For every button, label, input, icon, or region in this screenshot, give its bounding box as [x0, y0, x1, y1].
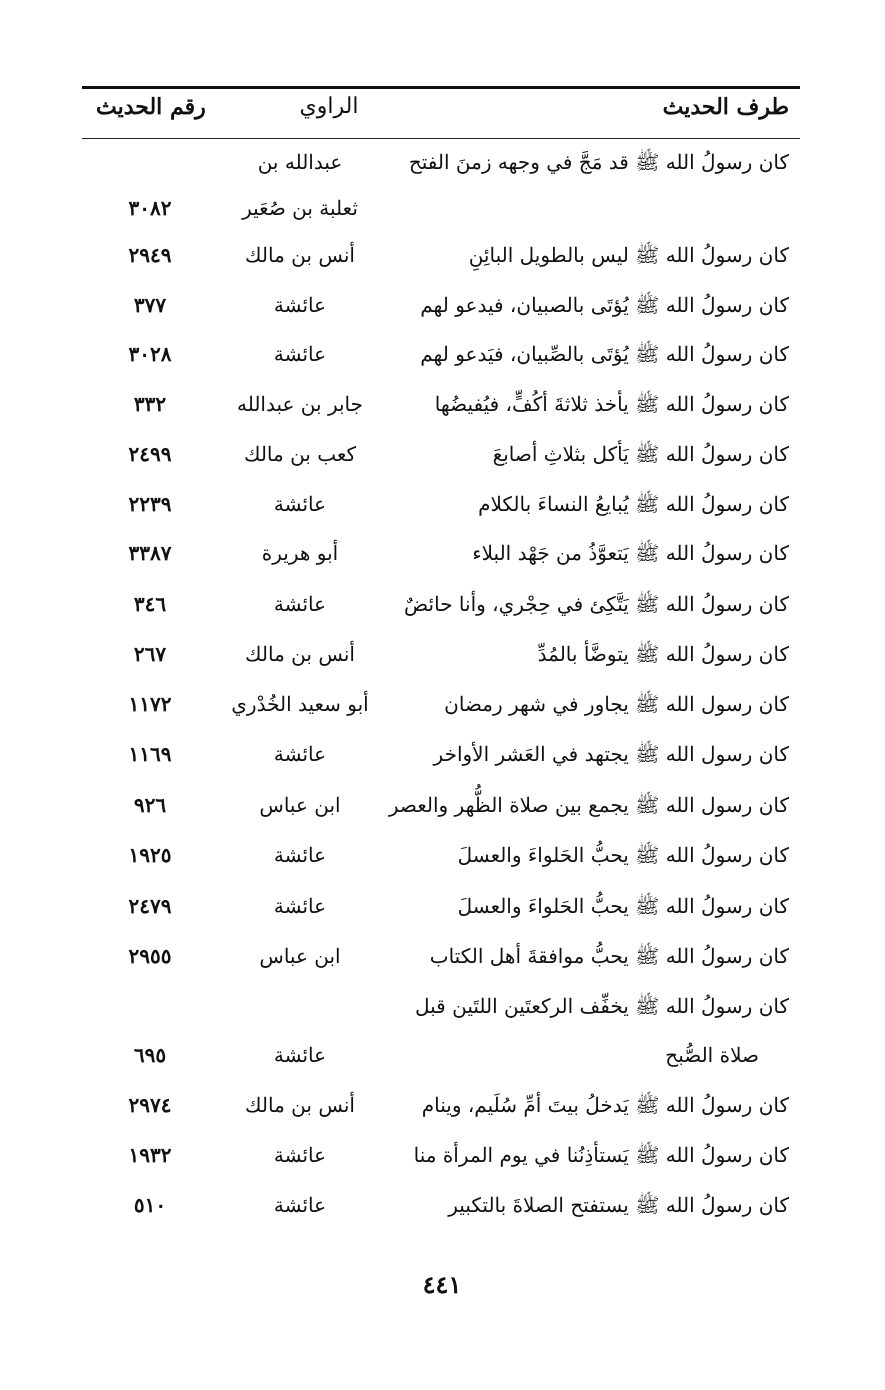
row-hadith-number: ٣٧٧: [133, 293, 167, 317]
row-hadith-number: ٣٠٢٨: [128, 342, 172, 366]
row-hadith-text: كان رسولُ الله ﷺ يُؤتَى بالصِّبيان، فيَدعو لهم: [420, 342, 789, 366]
top-rule: [82, 86, 800, 89]
row-hadith-number: ٥١٠: [133, 1193, 167, 1217]
row-narrator: عائشة: [273, 293, 327, 317]
row-hadith-text: كان رسولُ الله ﷺ يَتعوَّذُ من جَهْد البلاء: [472, 541, 789, 565]
row-narrator: جابر بن عبدالله: [236, 392, 364, 416]
row-narrator: أبو هريرة: [261, 541, 339, 565]
row-narrator: عائشة: [273, 1043, 327, 1067]
row-hadith-number: ٦٩٥: [133, 1043, 167, 1067]
row-hadith-number: ٣٠٨٢: [128, 196, 172, 220]
row-hadith-text: كان رسولُ الله ﷺ يُبايعُ النساءَ بالكلام: [478, 492, 789, 516]
row-hadith-text: كان رسولُ الله ﷺ يُؤتَى بالصبيان، فيدعو لهم: [420, 293, 789, 317]
row-narrator: عائشة: [273, 894, 327, 918]
row-narrator: عبدالله بن: [257, 150, 343, 174]
row-hadith-number: ١٩٣٢: [128, 1143, 172, 1167]
row-hadith-text: كان رسول الله ﷺ يجتهد في العَشر الأواخر: [433, 742, 789, 766]
row-hadith-number: ٢٦٧: [133, 642, 167, 666]
row-hadith-text: كان رسول الله ﷺ يجاور في شهر رمضان: [444, 692, 789, 716]
header-hadith-number: رقم الحديث: [96, 94, 206, 120]
header-hadith-text: طرف الحديث: [662, 94, 789, 120]
row-hadith-text: كان رسولُ الله ﷺ يَتَّكِئ في حِجْري، وأنا حائضٌ: [404, 592, 789, 616]
row-hadith-number: ١١٧٢: [128, 692, 172, 716]
row-narrator: ابن عباس: [259, 944, 341, 968]
row-hadith-text: كان رسولُ الله ﷺ يَدخلُ بيتَ أمِّ سُلَيم، وينام: [421, 1093, 789, 1117]
header-rule: [82, 138, 800, 139]
row-narrator: أنس بن مالك: [245, 243, 355, 267]
row-hadith-text: كان رسولُ الله ﷺ يحبُّ الحَلواءَ والعسلَ: [457, 843, 789, 867]
header-narrator: الراوي: [299, 94, 359, 119]
row-hadith-number: ٢٢٣٩: [128, 492, 172, 516]
row-hadith-number: ٢٤٩٩: [128, 442, 172, 466]
row-hadith-text: كان رسولُ الله ﷺ يَستأذِنُنا في يوم المرأة منا: [413, 1143, 789, 1167]
row-narrator: أنس بن مالك: [245, 642, 355, 666]
row-hadith-number: ٢٩٧٤: [128, 1093, 172, 1117]
row-hadith-text: كان رسولُ الله ﷺ يستفتح الصلاةَ بالتكبير: [448, 1193, 789, 1217]
row-hadith-text: كان رسول الله ﷺ يجمع بين صلاة الظُّهر والعصر: [388, 793, 789, 817]
row-narrator: عائشة: [273, 592, 327, 616]
row-narrator: عائشة: [273, 492, 327, 516]
row-hadith-number: ٢٩٥٥: [128, 944, 172, 968]
row-hadith-text: كان رسولُ الله ﷺ قد مَجَّ في وجهه زمنَ الفتح: [408, 150, 789, 174]
row-narrator: عائشة: [273, 342, 327, 366]
row-narrator: ثعلبة بن صُعَير: [242, 196, 358, 220]
row-hadith-number: ٩٢٦: [133, 793, 167, 817]
row-hadith-number: ٢٩٤٩: [128, 243, 172, 267]
row-hadith-number: ٣٤٦: [133, 592, 167, 616]
row-narrator: كعب بن مالك: [243, 442, 357, 466]
row-hadith-text: كان رسولُ الله ﷺ يحبُّ الحَلواءَ والعسلَ: [457, 894, 789, 918]
row-hadith-number: ٣٣٢: [133, 392, 167, 416]
row-hadith-number: ٢٤٧٩: [128, 894, 172, 918]
page-number: ٤٤١: [422, 1270, 462, 1299]
row-narrator: عائشة: [273, 843, 327, 867]
row-narrator: عائشة: [273, 742, 327, 766]
row-hadith-text: كان رسولُ الله ﷺ يتوضَّأ بالمُدِّ: [537, 642, 789, 666]
row-hadith-text: كان رسولُ الله ﷺ ليس بالطويل البائِنِ: [468, 243, 789, 267]
row-hadith-text: كان رسولُ الله ﷺ يحبُّ موافقةَ أهل الكتاب: [429, 944, 789, 968]
row-hadith-number: ٣٣٨٧: [128, 541, 172, 565]
row-hadith-text: كان رسولُ الله ﷺ يَأكل بثلاثِ أصابعَ: [492, 442, 789, 466]
row-narrator: أبو سعيد الخُدْري: [231, 692, 369, 716]
row-hadith-number: ١٩٢٥: [128, 843, 172, 867]
row-narrator: عائشة: [273, 1143, 327, 1167]
row-narrator: ابن عباس: [259, 793, 341, 817]
row-hadith-text: كان رسولُ الله ﷺ يخفِّف الركعتَين اللتَين قبل: [415, 994, 789, 1018]
row-hadith-text: كان رسولُ الله ﷺ يأخذ ثلاثةَ أكُفٍّ، فيُفيضُها: [434, 392, 789, 416]
row-narrator: أنس بن مالك: [245, 1093, 355, 1117]
row-hadith-text: صلاة الصُّبح: [665, 1043, 759, 1067]
row-narrator: عائشة: [273, 1193, 327, 1217]
row-hadith-number: ١١٦٩: [128, 742, 172, 766]
